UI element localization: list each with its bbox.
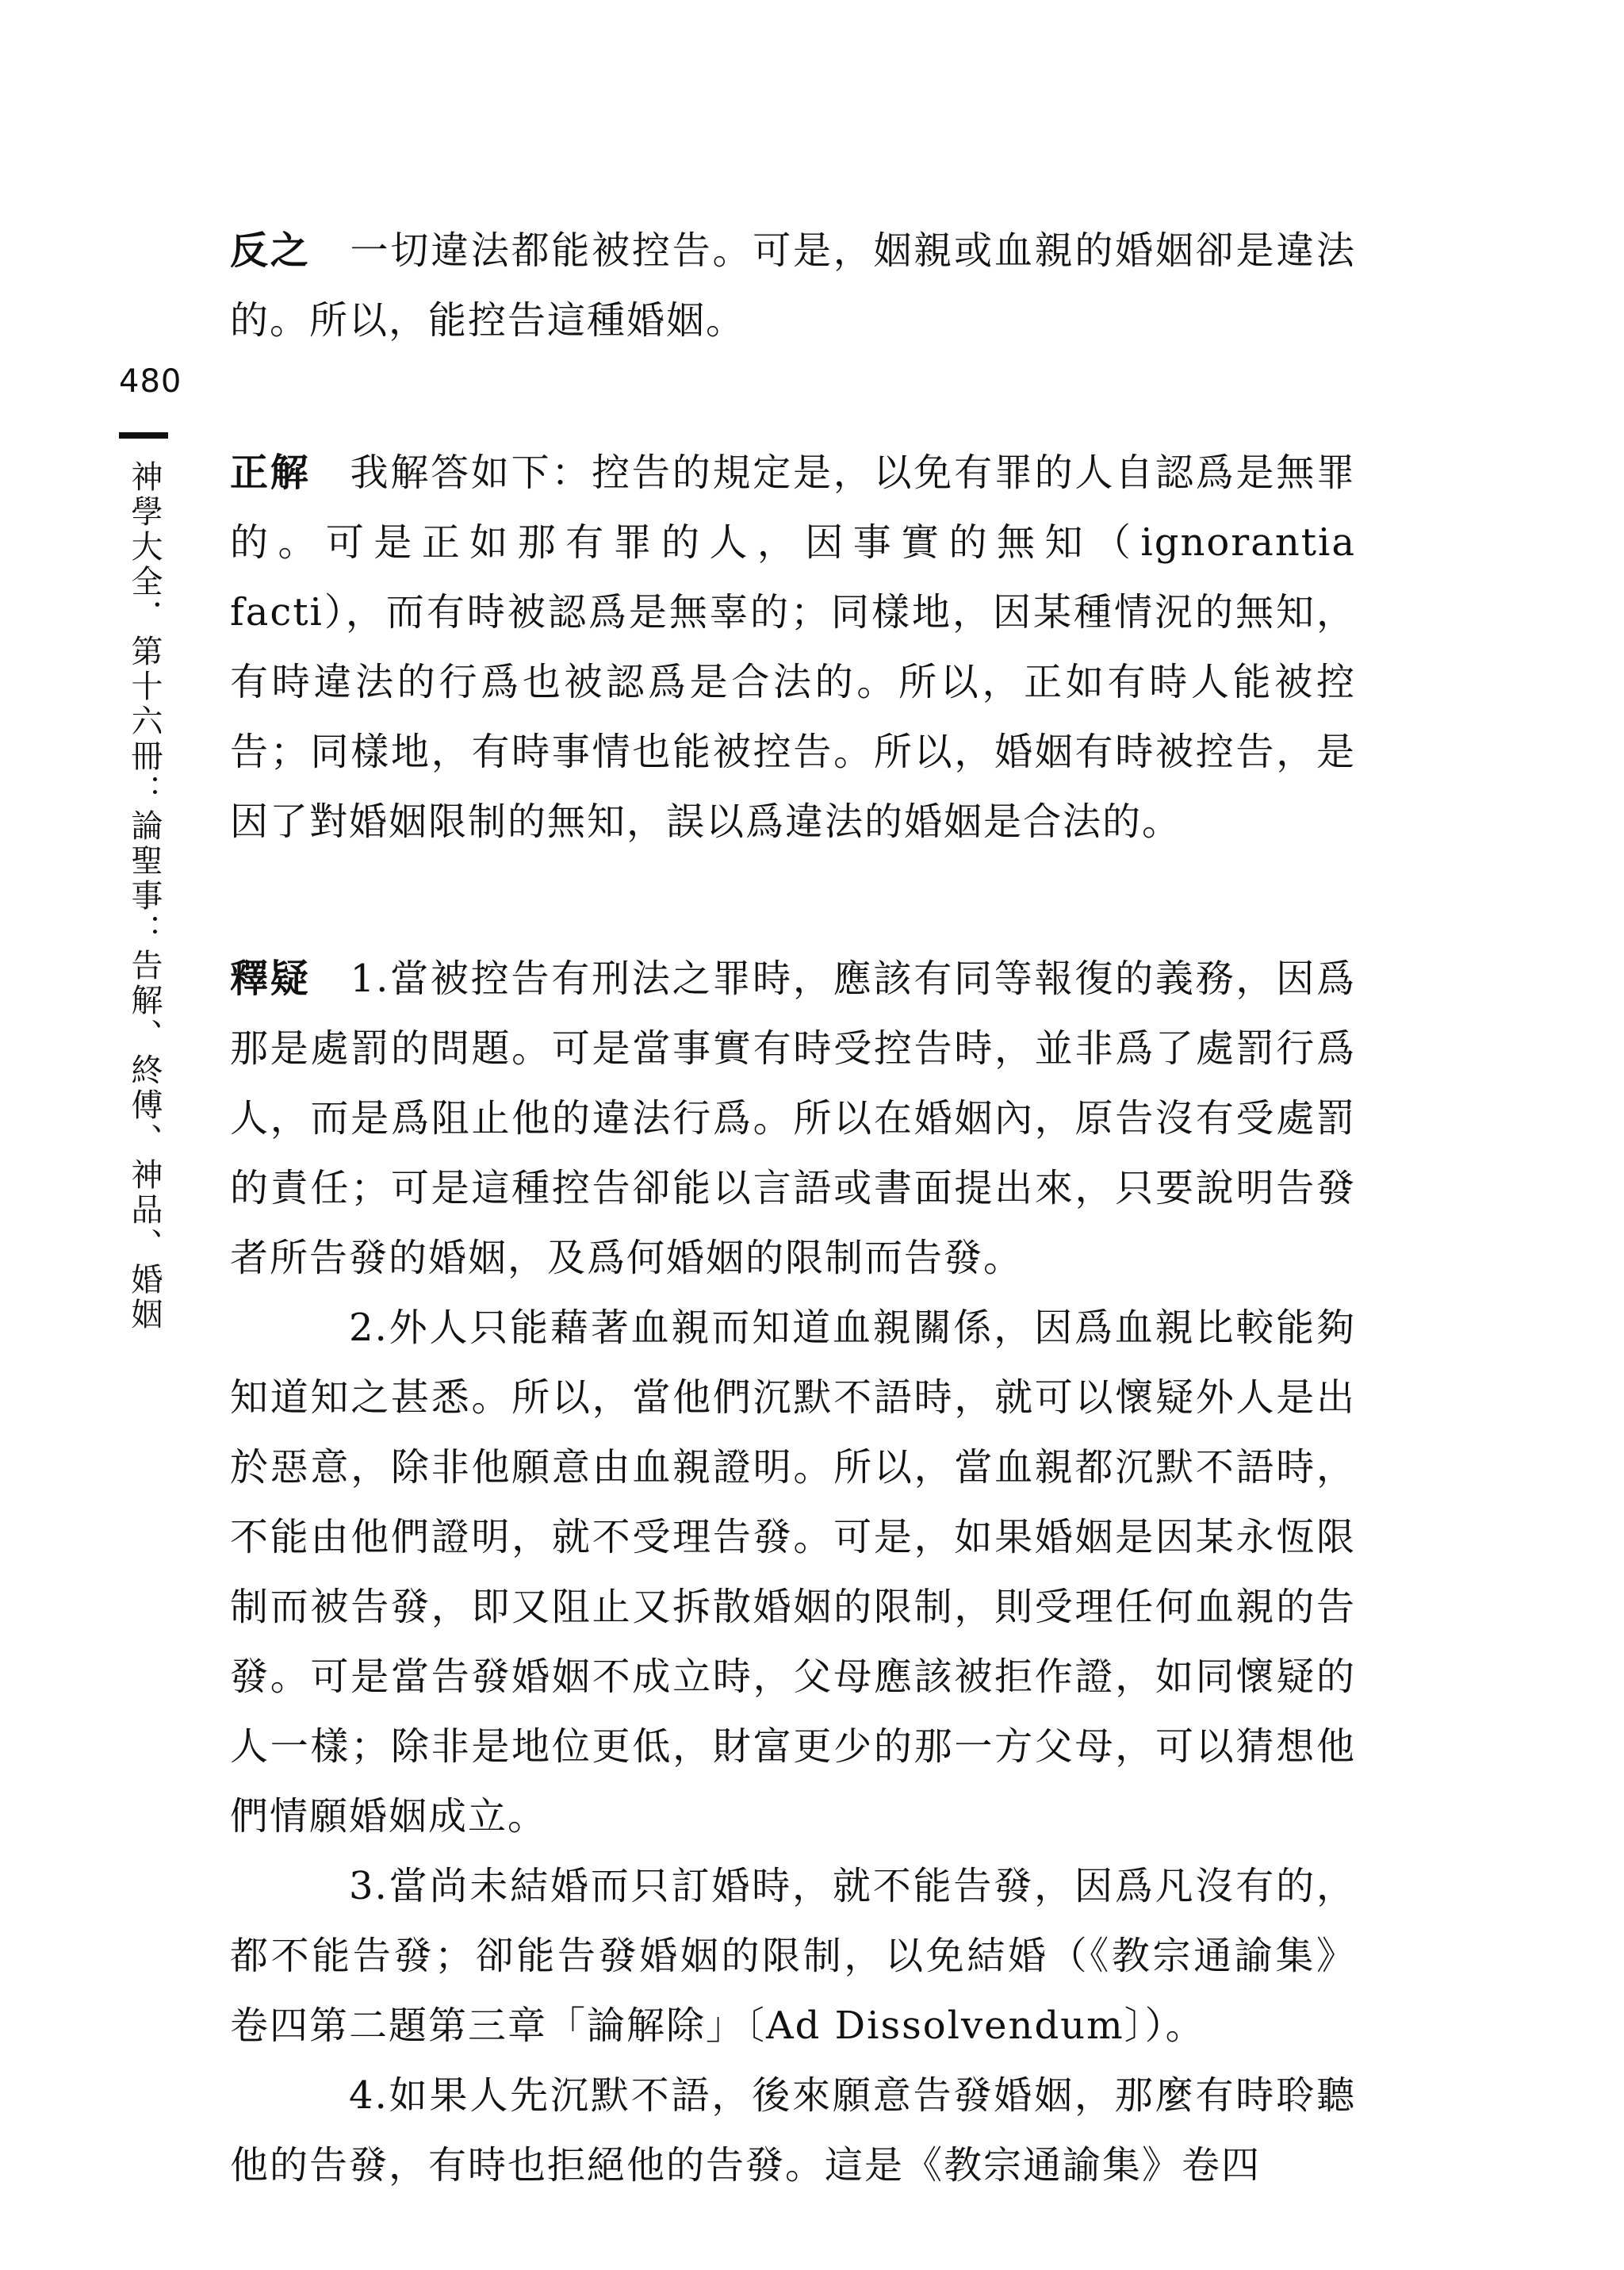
replies-label: 釋疑 <box>230 957 311 1001</box>
contrary-text: 一切違法都能被控告。可是，姻親或血親的婚姻卻是違法的。所以，能控告這種婚姻。 <box>230 228 1356 343</box>
answer-paragraph <box>230 438 1356 857</box>
margin-rule <box>119 432 168 439</box>
reply-1-paragraph <box>230 944 1356 1293</box>
reply-2-paragraph: 2.外人只能藉著血親而知道血親關係，因爲血親比較能夠知道知之甚悉。所以，當他們沉默不語時，就可以懷疑外人是出於惡意，除非他願意由血親證明。所以，當血親都沉默不語時，不能由他們證明，就不受理告發。可是，如果婚姻是因某永恆限制而被告發，即又阻止又拆散婚姻的限制，則受理任何血親的告發。可是當告發婚姻不成立時，父母應該被拒作證，如同懷疑的人一樣；除非是地位更低，財富更少的那一方父母，可以猜想他們情願婚姻成立。 <box>230 1306 1356 1839</box>
reply-3-paragraph: 3.當尚未結婚而只訂婚時，就不能告發，因爲凡沒有的，都不能告發；卻能告發婚姻的限制，以免結婚（《教宗通諭集》卷四第二題第三章「論解除」〔Ad Dissolvendum〕）。 <box>230 1864 1356 2048</box>
reply-1-text: 1.當被控告有刑法之罪時，應該有同等報復的義務，因爲那是處罰的問題。可是當事實有時受控告時，並非爲了處罰行爲人，而是爲阻止他的違法行爲。所以在婚姻內，原告沒有受處罰的責任；可是這種控告卻能以言語或書面提出來，只要說明告發者所告發的婚姻，及爲何婚姻的限制而告發。 <box>230 957 1356 1280</box>
page-number: 480 <box>119 363 182 400</box>
contrary-paragraph <box>230 216 1356 355</box>
answer-label: 正解 <box>230 451 311 495</box>
answer-text: 我解答如下：控告的規定是，以免有罪的人自認爲是無罪的。可是正如那有罪的人，因事實的無知（ignorantia facti），而有時被認爲是無辜的；同樣地，因某種情況的無知，有時違法的行爲也被認爲是合法的。所以，正如有時人能被控告；同樣地，有時事情也能被控告。所以，婚姻有時被控告，是因了對婚姻限制的無知，誤以爲違法的婚姻是合法的。 <box>230 451 1356 844</box>
reply-4-paragraph: 4.如果人先沉默不語，後來願意告發婚姻，那麼有時聆聽他的告發，有時也拒絕他的告發。這是《教宗通諭集》卷四 <box>230 2073 1356 2188</box>
contrary-label: 反之 <box>230 228 311 273</box>
running-head: 神學大全．第十六冊：論聖事：告解、終傅、神品、婚姻 <box>126 460 163 1332</box>
body-text <box>230 216 1356 2200</box>
